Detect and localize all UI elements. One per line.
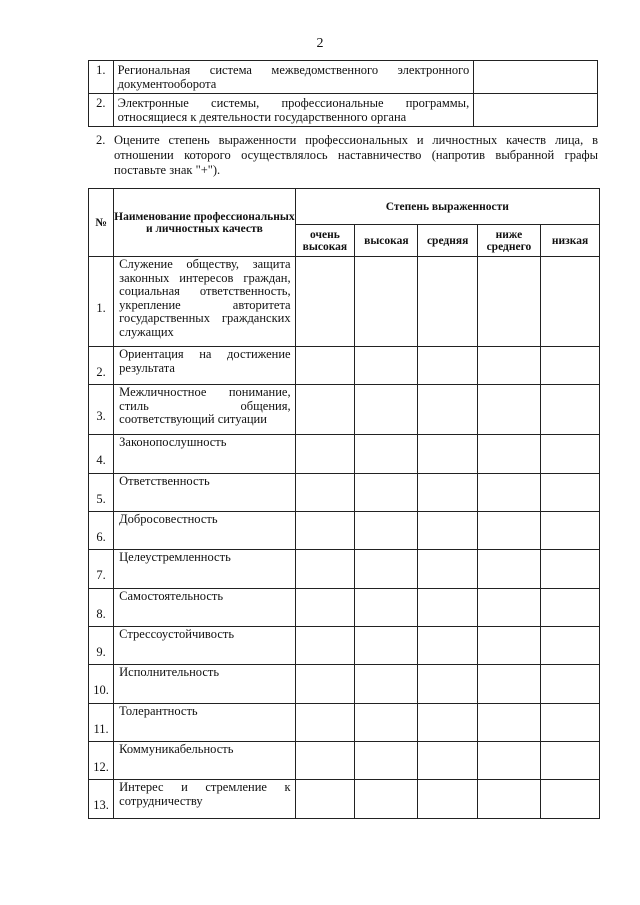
- rating-cell[interactable]: [295, 347, 355, 385]
- rating-cell[interactable]: [477, 474, 540, 512]
- table-row: [89, 347, 600, 385]
- rating-cell[interactable]: [295, 742, 355, 780]
- rating-cell[interactable]: [541, 550, 600, 589]
- rating-cell[interactable]: [418, 257, 477, 347]
- quality-name: Коммуникабельность: [114, 742, 295, 780]
- rating-cell[interactable]: [355, 665, 418, 704]
- page-number: 2: [316, 36, 324, 51]
- rating-cell[interactable]: [477, 627, 540, 665]
- rating-cell[interactable]: [355, 780, 418, 819]
- rating-cell[interactable]: [477, 347, 540, 385]
- table-row: [89, 385, 600, 435]
- rating-cell[interactable]: [541, 742, 600, 780]
- row-number: 1.: [89, 61, 114, 94]
- rating-cell[interactable]: [418, 435, 477, 474]
- rating-cell[interactable]: [418, 589, 477, 627]
- table-row: [89, 61, 598, 94]
- rating-cell[interactable]: [477, 665, 540, 704]
- rating-cell[interactable]: [477, 704, 540, 742]
- row-text: Электронные системы, профессиональные программы, относящиеся к деятельности государственного органа: [113, 94, 474, 127]
- rating-cell[interactable]: [418, 385, 477, 435]
- row-number: 1.: [89, 257, 114, 347]
- rating-cell[interactable]: [418, 474, 477, 512]
- rating-cell[interactable]: [295, 512, 355, 550]
- row-number: 2.: [89, 347, 114, 385]
- rating-cell[interactable]: [541, 474, 600, 512]
- table-row: [89, 435, 600, 474]
- answer-cell[interactable]: [474, 94, 598, 127]
- rating-cell[interactable]: [541, 385, 600, 435]
- rating-cell[interactable]: [295, 257, 355, 347]
- row-number: 5.: [89, 474, 114, 512]
- question-number: 2.: [96, 133, 106, 147]
- quality-name: Целеустремленность: [114, 550, 295, 589]
- table-row: [89, 512, 600, 550]
- rating-cell[interactable]: [295, 589, 355, 627]
- rating-cell[interactable]: [541, 780, 600, 819]
- row-number: 7.: [89, 550, 114, 589]
- header-high: высокая: [355, 225, 418, 257]
- table-row: [89, 665, 600, 704]
- quality-name: Интерес и стремление к сотрудничеству: [114, 780, 295, 819]
- header-low: низкая: [541, 225, 600, 257]
- rating-cell[interactable]: [355, 435, 418, 474]
- table-row: [89, 550, 600, 589]
- row-number: 13.: [89, 780, 114, 819]
- rating-cell[interactable]: [541, 627, 600, 665]
- rating-cell[interactable]: [295, 704, 355, 742]
- question-text: Оцените степень выраженности профессиональных и личностных качеств лица, в отношении которого осуществлялось наставничество (напротив выбранной графы поставьте знак "+").: [114, 133, 598, 177]
- rating-cell[interactable]: [418, 512, 477, 550]
- rating-cell[interactable]: [355, 385, 418, 435]
- rating-cell[interactable]: [541, 704, 600, 742]
- rating-cell[interactable]: [541, 257, 600, 347]
- top-table: [88, 60, 598, 127]
- rating-cell[interactable]: [541, 589, 600, 627]
- table-row: [89, 704, 600, 742]
- table-row: [89, 627, 600, 665]
- header-degree: Степень выраженности: [295, 189, 599, 225]
- rating-cell[interactable]: [477, 742, 540, 780]
- row-number: 11.: [89, 704, 114, 742]
- header-name: Наименование профессиональных и личностных качеств: [114, 189, 295, 257]
- rating-cell[interactable]: [477, 589, 540, 627]
- quality-name: Самостоятельность: [114, 589, 295, 627]
- row-number: 12.: [89, 742, 114, 780]
- rating-cell[interactable]: [355, 550, 418, 589]
- quality-name: Законопослушность: [114, 435, 295, 474]
- rating-cell[interactable]: [295, 780, 355, 819]
- quality-name: Ориентация на достижение результата: [114, 347, 295, 385]
- rating-cell[interactable]: [477, 512, 540, 550]
- rating-cell[interactable]: [418, 780, 477, 819]
- row-number: 10.: [89, 665, 114, 704]
- rating-cell[interactable]: [541, 665, 600, 704]
- rating-cell[interactable]: [477, 385, 540, 435]
- answer-cell[interactable]: [474, 61, 598, 94]
- rating-cell[interactable]: [477, 435, 540, 474]
- quality-name: Исполнительность: [114, 665, 295, 704]
- rating-cell[interactable]: [295, 627, 355, 665]
- rating-cell[interactable]: [355, 704, 418, 742]
- rating-cell[interactable]: [418, 550, 477, 589]
- quality-name: Добросовестность: [114, 512, 295, 550]
- quality-name: Ответственность: [114, 474, 295, 512]
- rating-cell[interactable]: [355, 627, 418, 665]
- quality-name: Стрессоустойчивость: [114, 627, 295, 665]
- rating-cell[interactable]: [355, 257, 418, 347]
- rating-cell[interactable]: [477, 257, 540, 347]
- quality-name: Межличностное понимание, стиль общения, соответствующий ситуации: [114, 385, 295, 435]
- rating-cell[interactable]: [418, 665, 477, 704]
- row-text: Региональная система межведомственного электронного документооборота: [113, 61, 474, 94]
- question-2: [96, 133, 598, 178]
- quality-name: Толерантность: [114, 704, 295, 742]
- row-number: 2.: [89, 94, 114, 127]
- rating-cell[interactable]: [477, 780, 540, 819]
- rating-cell[interactable]: [541, 347, 600, 385]
- row-number: 9.: [89, 627, 114, 665]
- rating-cell[interactable]: [418, 347, 477, 385]
- quality-name: Служение обществу, защита законных интересов граждан, социальная ответственность, укрепление авторитета государственных гражданских служащих: [114, 257, 295, 347]
- table-row: [89, 257, 600, 347]
- rating-cell[interactable]: [355, 347, 418, 385]
- table-row: [89, 780, 600, 819]
- table-row: [89, 742, 600, 780]
- row-number: 8.: [89, 589, 114, 627]
- rating-cell[interactable]: [295, 435, 355, 474]
- rating-cell[interactable]: [355, 474, 418, 512]
- rating-cell[interactable]: [295, 665, 355, 704]
- rating-cell[interactable]: [477, 550, 540, 589]
- rating-cell[interactable]: [355, 742, 418, 780]
- table-row: [89, 474, 600, 512]
- header-very-high: очень высокая: [295, 225, 355, 257]
- row-number: 3.: [89, 385, 114, 435]
- rating-cell[interactable]: [418, 742, 477, 780]
- rating-cell[interactable]: [355, 589, 418, 627]
- header-num: №: [89, 189, 114, 257]
- rating-cell[interactable]: [295, 385, 355, 435]
- row-number: 4.: [89, 435, 114, 474]
- header-medium: средняя: [418, 225, 477, 257]
- rating-cell[interactable]: [295, 474, 355, 512]
- row-number: 6.: [89, 512, 114, 550]
- rating-cell[interactable]: [541, 512, 600, 550]
- rating-cell[interactable]: [355, 512, 418, 550]
- qualities-table: [88, 188, 600, 819]
- rating-cell[interactable]: [418, 627, 477, 665]
- header-below-average: ниже среднего: [477, 225, 540, 257]
- rating-cell[interactable]: [418, 704, 477, 742]
- table-row: [89, 589, 600, 627]
- table-row: [89, 94, 598, 127]
- rating-cell[interactable]: [541, 435, 600, 474]
- rating-cell[interactable]: [295, 550, 355, 589]
